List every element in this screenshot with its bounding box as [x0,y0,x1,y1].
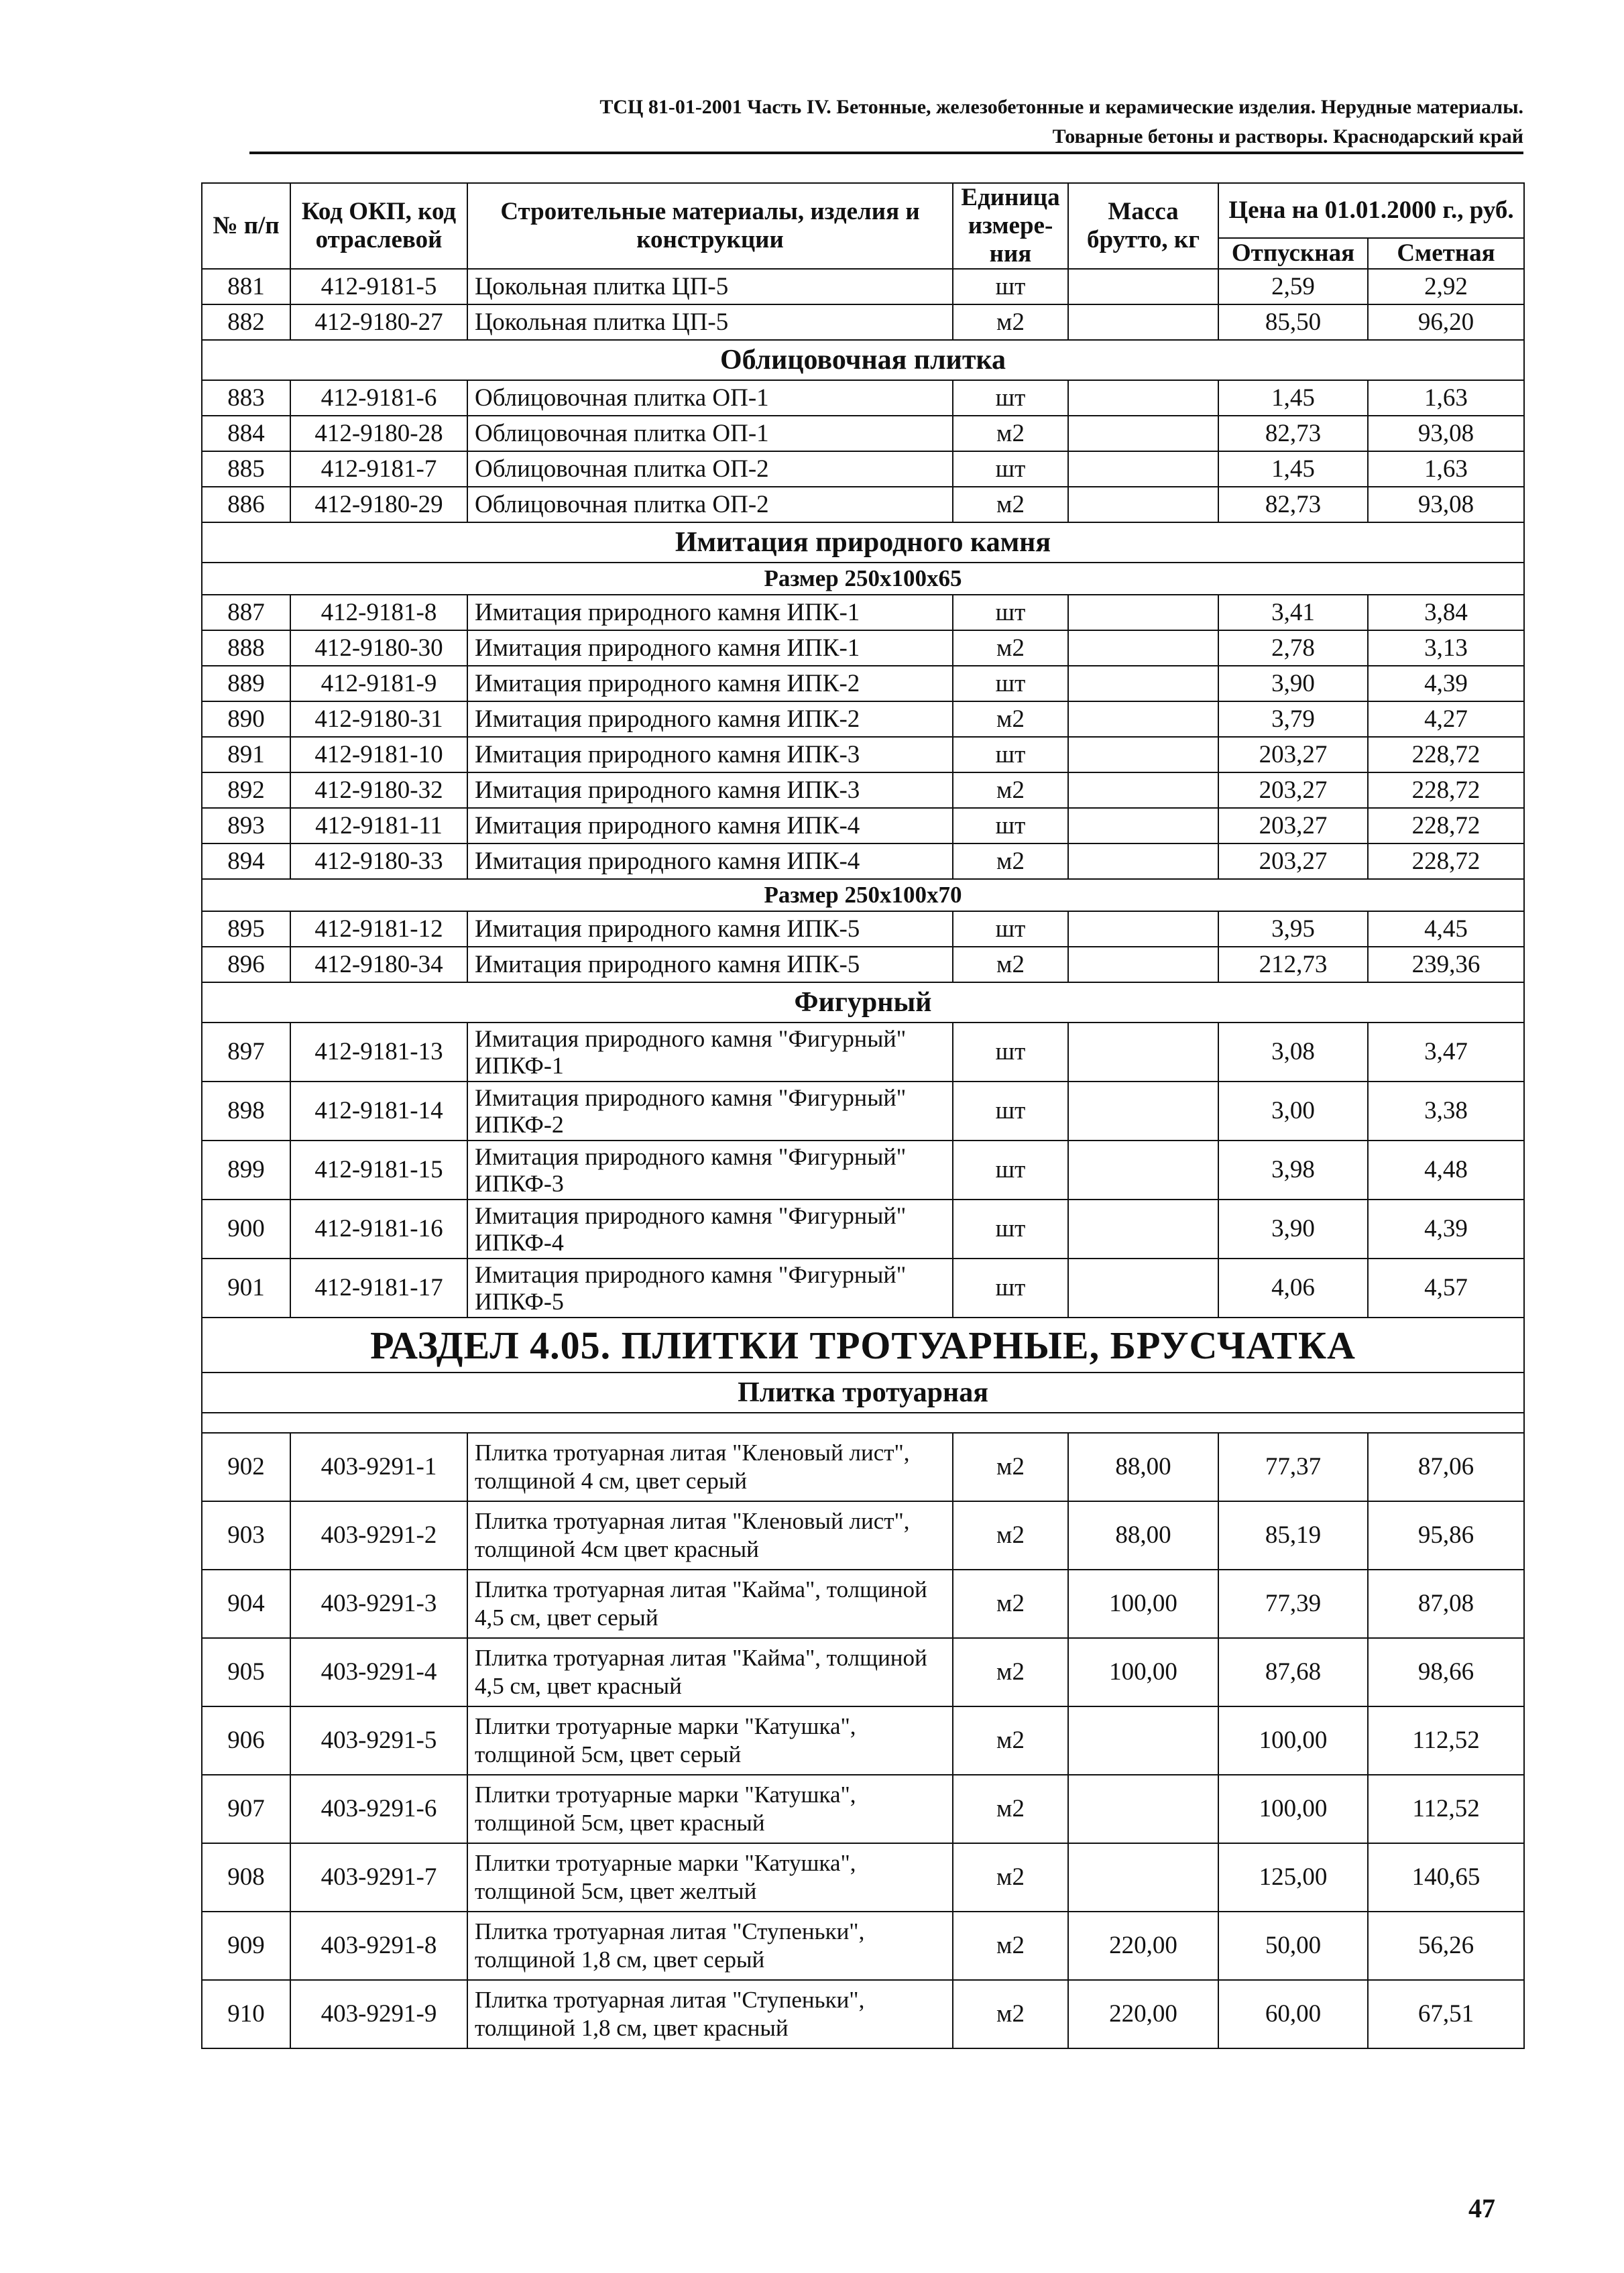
cell-release-price: 85,19 [1218,1501,1368,1570]
cell-name: Облицовочная плитка ОП-1 [467,416,953,451]
cell-num: 883 [202,380,290,416]
cell-unit: шт [953,269,1068,304]
cell-unit: м2 [953,1570,1068,1638]
cell-num: 899 [202,1141,290,1200]
cell-unit: м2 [953,843,1068,879]
cell-num: 886 [202,487,290,522]
cell-mass [1068,269,1218,304]
section-heading: Плитка тротуарная [202,1373,1524,1413]
cell-unit: шт [953,380,1068,416]
cell-name: Плитки тротуарные марки "Катушка", толщиной 5см, цвет желтый [467,1843,953,1912]
cell-code: 412-9181-5 [290,269,467,304]
cell-release-price: 3,90 [1218,1200,1368,1259]
cell-num: 895 [202,911,290,947]
cell-unit: м2 [953,487,1068,522]
subsection-heading: Размер 250х100х70 [202,879,1524,911]
table-row [202,666,1524,701]
cell-release-price: 87,68 [1218,1638,1368,1706]
cell-name: Имитация природного камня ИПК-5 [467,911,953,947]
cell-estimate-price: 4,39 [1368,666,1524,701]
cell-release-price: 100,00 [1218,1775,1368,1843]
cell-num: 904 [202,1570,290,1638]
cell-num: 905 [202,1638,290,1706]
cell-name: Имитация природного камня ИПК-3 [467,737,953,772]
cell-name: Имитация природного камня "Фигурный" ИПКФ-3 [467,1141,953,1200]
cell-mass [1068,911,1218,947]
cell-code: 412-9181-7 [290,451,467,487]
cell-release-price: 203,27 [1218,772,1368,808]
cell-code: 412-9180-32 [290,772,467,808]
cell-estimate-price: 112,52 [1368,1775,1524,1843]
cell-code: 403-9291-1 [290,1433,467,1501]
cell-estimate-price: 3,13 [1368,630,1524,666]
cell-unit: шт [953,595,1068,630]
cell-num: 901 [202,1259,290,1318]
cell-num: 892 [202,772,290,808]
cell-code: 403-9291-6 [290,1775,467,1843]
cell-name: Имитация природного камня ИПК-1 [467,595,953,630]
cell-unit: шт [953,451,1068,487]
section-heading: Облицовочная плитка [202,340,1524,380]
table-row [202,1843,1524,1912]
header-num: № п/п [202,183,290,269]
cell-name: Плитки тротуарные марки "Катушка", толщиной 5см, цвет красный [467,1775,953,1843]
cell-code: 403-9291-3 [290,1570,467,1638]
cell-name: Облицовочная плитка ОП-2 [467,451,953,487]
cell-unit: шт [953,666,1068,701]
cell-name: Плитка тротуарная литая "Ступеньки", толщиной 1,8 см, цвет красный [467,1980,953,2048]
cell-mass [1068,701,1218,737]
cell-num: 884 [202,416,290,451]
header-unit: Единица измере-ния [953,183,1068,269]
cell-unit: шт [953,1259,1068,1318]
cell-estimate-price: 56,26 [1368,1912,1524,1980]
cell-mass [1068,772,1218,808]
cell-code: 412-9181-13 [290,1023,467,1082]
cell-num: 898 [202,1082,290,1141]
cell-unit: м2 [953,1433,1068,1501]
cell-unit: м2 [953,1843,1068,1912]
cell-code: 412-9180-29 [290,487,467,522]
cell-num: 891 [202,737,290,772]
cell-estimate-price: 2,92 [1368,269,1524,304]
cell-unit: м2 [953,1638,1068,1706]
cell-estimate-price: 87,06 [1368,1433,1524,1501]
chapter-heading-row [202,1318,1524,1373]
cell-unit: м2 [953,1912,1068,1980]
cell-release-price: 203,27 [1218,843,1368,879]
cell-num: 897 [202,1023,290,1082]
cell-unit: м2 [953,772,1068,808]
cell-code: 403-9291-9 [290,1980,467,2048]
table-body [202,269,1524,2048]
cell-mass [1068,1200,1218,1259]
cell-unit: м2 [953,1501,1068,1570]
cell-code: 412-9181-6 [290,380,467,416]
subsection-heading: Размер 250х100х65 [202,563,1524,595]
cell-release-price: 82,73 [1218,487,1368,522]
table-row [202,843,1524,879]
cell-num: 903 [202,1501,290,1570]
cell-estimate-price: 228,72 [1368,772,1524,808]
cell-code: 412-9180-27 [290,304,467,340]
cell-num: 894 [202,843,290,879]
cell-num: 882 [202,304,290,340]
cell-name: Цокольная плитка ЦП-5 [467,304,953,340]
cell-release-price: 3,95 [1218,911,1368,947]
cell-num: 888 [202,630,290,666]
subsection-row [202,879,1524,911]
cell-release-price: 125,00 [1218,1843,1368,1912]
cell-num: 887 [202,595,290,630]
section-row [202,340,1524,380]
cell-num: 900 [202,1200,290,1259]
cell-estimate-price: 93,08 [1368,487,1524,522]
cell-name: Цокольная плитка ЦП-5 [467,269,953,304]
cell-name: Облицовочная плитка ОП-1 [467,380,953,416]
cell-name: Имитация природного камня "Фигурный" ИПКФ-4 [467,1200,953,1259]
cell-estimate-price: 3,38 [1368,1082,1524,1141]
cell-code: 412-9181-8 [290,595,467,630]
cell-estimate-price: 93,08 [1368,416,1524,451]
cell-mass [1068,1141,1218,1200]
cell-unit: шт [953,1200,1068,1259]
cell-unit: шт [953,1023,1068,1082]
cell-release-price: 3,00 [1218,1082,1368,1141]
cell-estimate-price: 67,51 [1368,1980,1524,2048]
cell-name: Плитка тротуарная литая "Ступеньки", толщиной 1,8 см, цвет серый [467,1912,953,1980]
cell-mass [1068,1706,1218,1775]
header-name: Строительные материалы, изделия и конструкции [467,183,953,269]
header-estimate-price: Сметная [1368,238,1524,269]
cell-release-price: 3,41 [1218,595,1368,630]
price-table [201,182,1525,2049]
cell-estimate-price: 3,84 [1368,595,1524,630]
cell-name: Имитация природного камня ИПК-4 [467,843,953,879]
table-row [202,1023,1524,1082]
cell-name: Имитация природного камня ИПК-2 [467,701,953,737]
cell-estimate-price: 87,08 [1368,1570,1524,1638]
cell-release-price: 100,00 [1218,1706,1368,1775]
cell-estimate-price: 98,66 [1368,1638,1524,1706]
cell-release-price: 212,73 [1218,947,1368,982]
cell-mass: 220,00 [1068,1980,1218,2048]
cell-estimate-price: 4,27 [1368,701,1524,737]
cell-mass [1068,1843,1218,1912]
chapter-heading: РАЗДЕЛ 4.05. ПЛИТКИ ТРОТУАРНЫЕ, БРУСЧАТКА [202,1318,1524,1373]
cell-release-price: 3,98 [1218,1141,1368,1200]
cell-num: 907 [202,1775,290,1843]
cell-code: 403-9291-7 [290,1843,467,1912]
cell-estimate-price: 112,52 [1368,1706,1524,1775]
table-row [202,1082,1524,1141]
cell-mass: 100,00 [1068,1570,1218,1638]
cell-estimate-price: 4,57 [1368,1259,1524,1318]
cell-mass [1068,630,1218,666]
cell-estimate-price: 4,48 [1368,1141,1524,1200]
cell-estimate-price: 140,65 [1368,1843,1524,1912]
cell-mass [1068,487,1218,522]
table-row [202,1141,1524,1200]
table-row [202,1433,1524,1501]
cell-name: Имитация природного камня "Фигурный" ИПКФ-2 [467,1082,953,1141]
cell-release-price: 77,39 [1218,1570,1368,1638]
cell-release-price: 60,00 [1218,1980,1368,2048]
cell-mass [1068,947,1218,982]
running-header [249,93,1523,154]
cell-name: Плитка тротуарная литая "Кленовый лист", толщиной 4см цвет красный [467,1501,953,1570]
cell-release-price: 203,27 [1218,808,1368,843]
cell-mass [1068,808,1218,843]
cell-name: Имитация природного камня "Фигурный" ИПКФ-5 [467,1259,953,1318]
cell-unit: шт [953,911,1068,947]
cell-estimate-price: 239,36 [1368,947,1524,982]
cell-release-price: 82,73 [1218,416,1368,451]
cell-name: Имитация природного камня "Фигурный" ИПКФ-1 [467,1023,953,1082]
cell-num: 906 [202,1706,290,1775]
cell-code: 412-9181-17 [290,1259,467,1318]
cell-name: Имитация природного камня ИПК-5 [467,947,953,982]
cell-estimate-price: 4,45 [1368,911,1524,947]
table-row [202,1259,1524,1318]
table-row [202,595,1524,630]
cell-mass [1068,595,1218,630]
section-row [202,982,1524,1023]
subsection-row [202,563,1524,595]
cell-name: Плитка тротуарная литая "Кайма", толщиной 4,5 см, цвет красный [467,1638,953,1706]
section-heading: Фигурный [202,982,1524,1023]
cell-code: 412-9180-33 [290,843,467,879]
cell-release-price: 1,45 [1218,380,1368,416]
cell-estimate-price: 1,63 [1368,451,1524,487]
cell-num: 889 [202,666,290,701]
cell-estimate-price: 96,20 [1368,304,1524,340]
cell-code: 412-9181-12 [290,911,467,947]
cell-release-price: 77,37 [1218,1433,1368,1501]
table-row [202,269,1524,304]
cell-code: 403-9291-5 [290,1706,467,1775]
cell-unit: м2 [953,416,1068,451]
cell-code: 412-9180-28 [290,416,467,451]
cell-mass: 220,00 [1068,1912,1218,1980]
cell-name: Имитация природного камня ИПК-4 [467,808,953,843]
section-heading: Имитация природного камня [202,522,1524,563]
cell-release-price: 1,45 [1218,451,1368,487]
cell-estimate-price: 1,63 [1368,380,1524,416]
cell-name: Плитка тротуарная литая "Кленовый лист", толщиной 4 см, цвет серый [467,1433,953,1501]
header-release-price: Отпускная [1218,238,1368,269]
table-row [202,808,1524,843]
table-row [202,380,1524,416]
cell-mass [1068,737,1218,772]
cell-mass [1068,1082,1218,1141]
cell-mass [1068,666,1218,701]
cell-num: 909 [202,1912,290,1980]
cell-name: Имитация природного камня ИПК-3 [467,772,953,808]
cell-name: Имитация природного камня ИПК-2 [467,666,953,701]
header-line-2: Товарные бетоны и растворы. Краснодарский край [249,122,1523,154]
table-row [202,911,1524,947]
cell-unit: м2 [953,630,1068,666]
cell-release-price: 2,59 [1218,269,1368,304]
table-row [202,451,1524,487]
cell-code: 403-9291-4 [290,1638,467,1706]
cell-mass [1068,451,1218,487]
cell-estimate-price: 4,39 [1368,1200,1524,1259]
cell-unit: шт [953,1141,1068,1200]
cell-num: 902 [202,1433,290,1501]
table-row [202,1501,1524,1570]
table-row [202,487,1524,522]
cell-num: 885 [202,451,290,487]
table-row [202,1912,1524,1980]
cell-estimate-price: 95,86 [1368,1501,1524,1570]
cell-code: 412-9180-30 [290,630,467,666]
cell-mass [1068,1775,1218,1843]
spacer-cell [202,1413,1524,1433]
cell-unit: м2 [953,947,1068,982]
table-row [202,304,1524,340]
table-row [202,1980,1524,2048]
cell-mass: 88,00 [1068,1433,1218,1501]
cell-release-price: 3,08 [1218,1023,1368,1082]
table-row [202,1638,1524,1706]
cell-num: 881 [202,269,290,304]
cell-name: Плитка тротуарная литая "Кайма", толщиной 4,5 см, цвет серый [467,1570,953,1638]
cell-estimate-price: 228,72 [1368,737,1524,772]
cell-name: Облицовочная плитка ОП-2 [467,487,953,522]
table-row [202,416,1524,451]
cell-unit: шт [953,1082,1068,1141]
cell-mass [1068,1259,1218,1318]
table-row [202,947,1524,982]
cell-unit: м2 [953,1980,1068,2048]
cell-estimate-price: 228,72 [1368,843,1524,879]
cell-num: 890 [202,701,290,737]
cell-num: 893 [202,808,290,843]
cell-mass [1068,1023,1218,1082]
header-mass: Масса брутто, кг [1068,183,1218,269]
cell-unit: м2 [953,1775,1068,1843]
cell-code: 412-9181-11 [290,808,467,843]
cell-release-price: 85,50 [1218,304,1368,340]
cell-estimate-price: 3,47 [1368,1023,1524,1082]
table-row [202,1570,1524,1638]
cell-unit: м2 [953,701,1068,737]
cell-mass [1068,380,1218,416]
cell-release-price: 4,06 [1218,1259,1368,1318]
page-number: 47 [1468,2193,1495,2223]
cell-code: 412-9181-16 [290,1200,467,1259]
cell-mass: 100,00 [1068,1638,1218,1706]
cell-num: 910 [202,1980,290,2048]
header-code: Код ОКП, код отраслевой [290,183,467,269]
cell-num: 896 [202,947,290,982]
header-line-1: ТСЦ 81-01-2001 Часть IV. Бетонные, железобетонные и керамические изделия. Нерудные материалы. [599,96,1523,118]
cell-name: Имитация природного камня ИПК-1 [467,630,953,666]
cell-code: 403-9291-8 [290,1912,467,1980]
cell-release-price: 203,27 [1218,737,1368,772]
header-price-group: Цена на 01.01.2000 г., руб. [1218,183,1524,238]
cell-code: 412-9181-14 [290,1082,467,1141]
table-row [202,701,1524,737]
cell-code: 412-9181-9 [290,666,467,701]
table-row [202,630,1524,666]
cell-mass [1068,416,1218,451]
cell-unit: шт [953,808,1068,843]
cell-code: 412-9181-15 [290,1141,467,1200]
table-row [202,1200,1524,1259]
spacer-row [202,1413,1524,1433]
table-row [202,772,1524,808]
cell-release-price: 50,00 [1218,1912,1368,1980]
cell-unit: м2 [953,304,1068,340]
section-row [202,1373,1524,1413]
cell-num: 908 [202,1843,290,1912]
cell-unit: м2 [953,1706,1068,1775]
cell-code: 412-9181-10 [290,737,467,772]
cell-code: 412-9180-34 [290,947,467,982]
cell-code: 403-9291-2 [290,1501,467,1570]
cell-name: Плитки тротуарные марки "Катушка", толщиной 5см, цвет серый [467,1706,953,1775]
cell-release-price: 3,90 [1218,666,1368,701]
cell-release-price: 2,78 [1218,630,1368,666]
cell-code: 412-9180-31 [290,701,467,737]
table-row [202,1775,1524,1843]
cell-estimate-price: 228,72 [1368,808,1524,843]
cell-unit: шт [953,737,1068,772]
section-row [202,522,1524,563]
table-row [202,1706,1524,1775]
cell-mass: 88,00 [1068,1501,1218,1570]
table-row [202,737,1524,772]
cell-mass [1068,304,1218,340]
cell-release-price: 3,79 [1218,701,1368,737]
cell-mass [1068,843,1218,879]
